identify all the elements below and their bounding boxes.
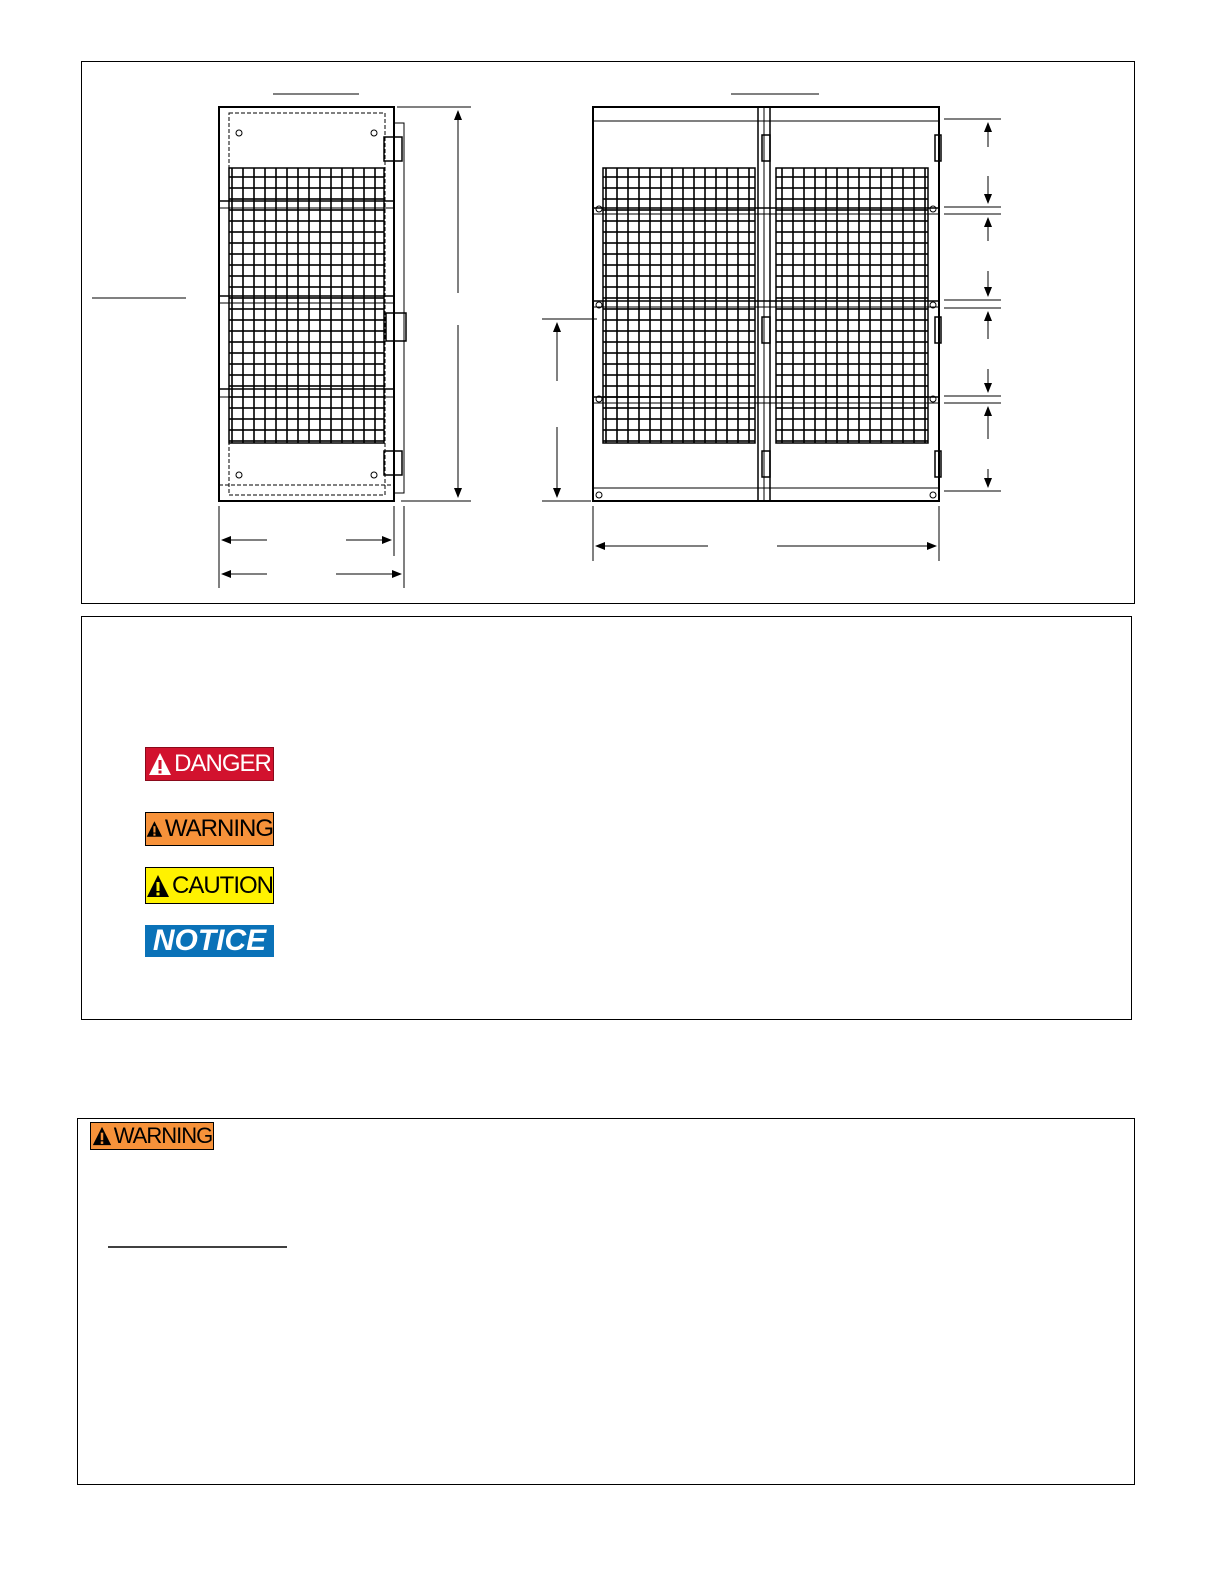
danger-text: DANGER	[174, 750, 271, 777]
technical-drawing-panel	[81, 61, 1135, 604]
enclosure-drawing	[82, 62, 1134, 603]
caution-text: CAUTION	[172, 871, 273, 899]
warning-triangle-icon	[146, 817, 163, 841]
side-view	[92, 94, 471, 588]
caution-label	[145, 867, 274, 904]
warning-triangle-icon	[146, 874, 170, 898]
warning-panel	[77, 1118, 1135, 1485]
warning-panel-rule	[78, 1119, 1134, 1484]
notice-label	[145, 925, 274, 957]
warning-label	[145, 812, 274, 846]
notice-text: NOTICE	[152, 924, 267, 957]
signal-words-panel	[81, 616, 1132, 1020]
warning-text: WARNING	[164, 815, 273, 842]
front-view	[542, 94, 1001, 561]
warning-triangle-icon	[148, 752, 172, 776]
danger-label	[145, 747, 274, 781]
warning-panel-text: WARNING	[113, 1123, 213, 1148]
